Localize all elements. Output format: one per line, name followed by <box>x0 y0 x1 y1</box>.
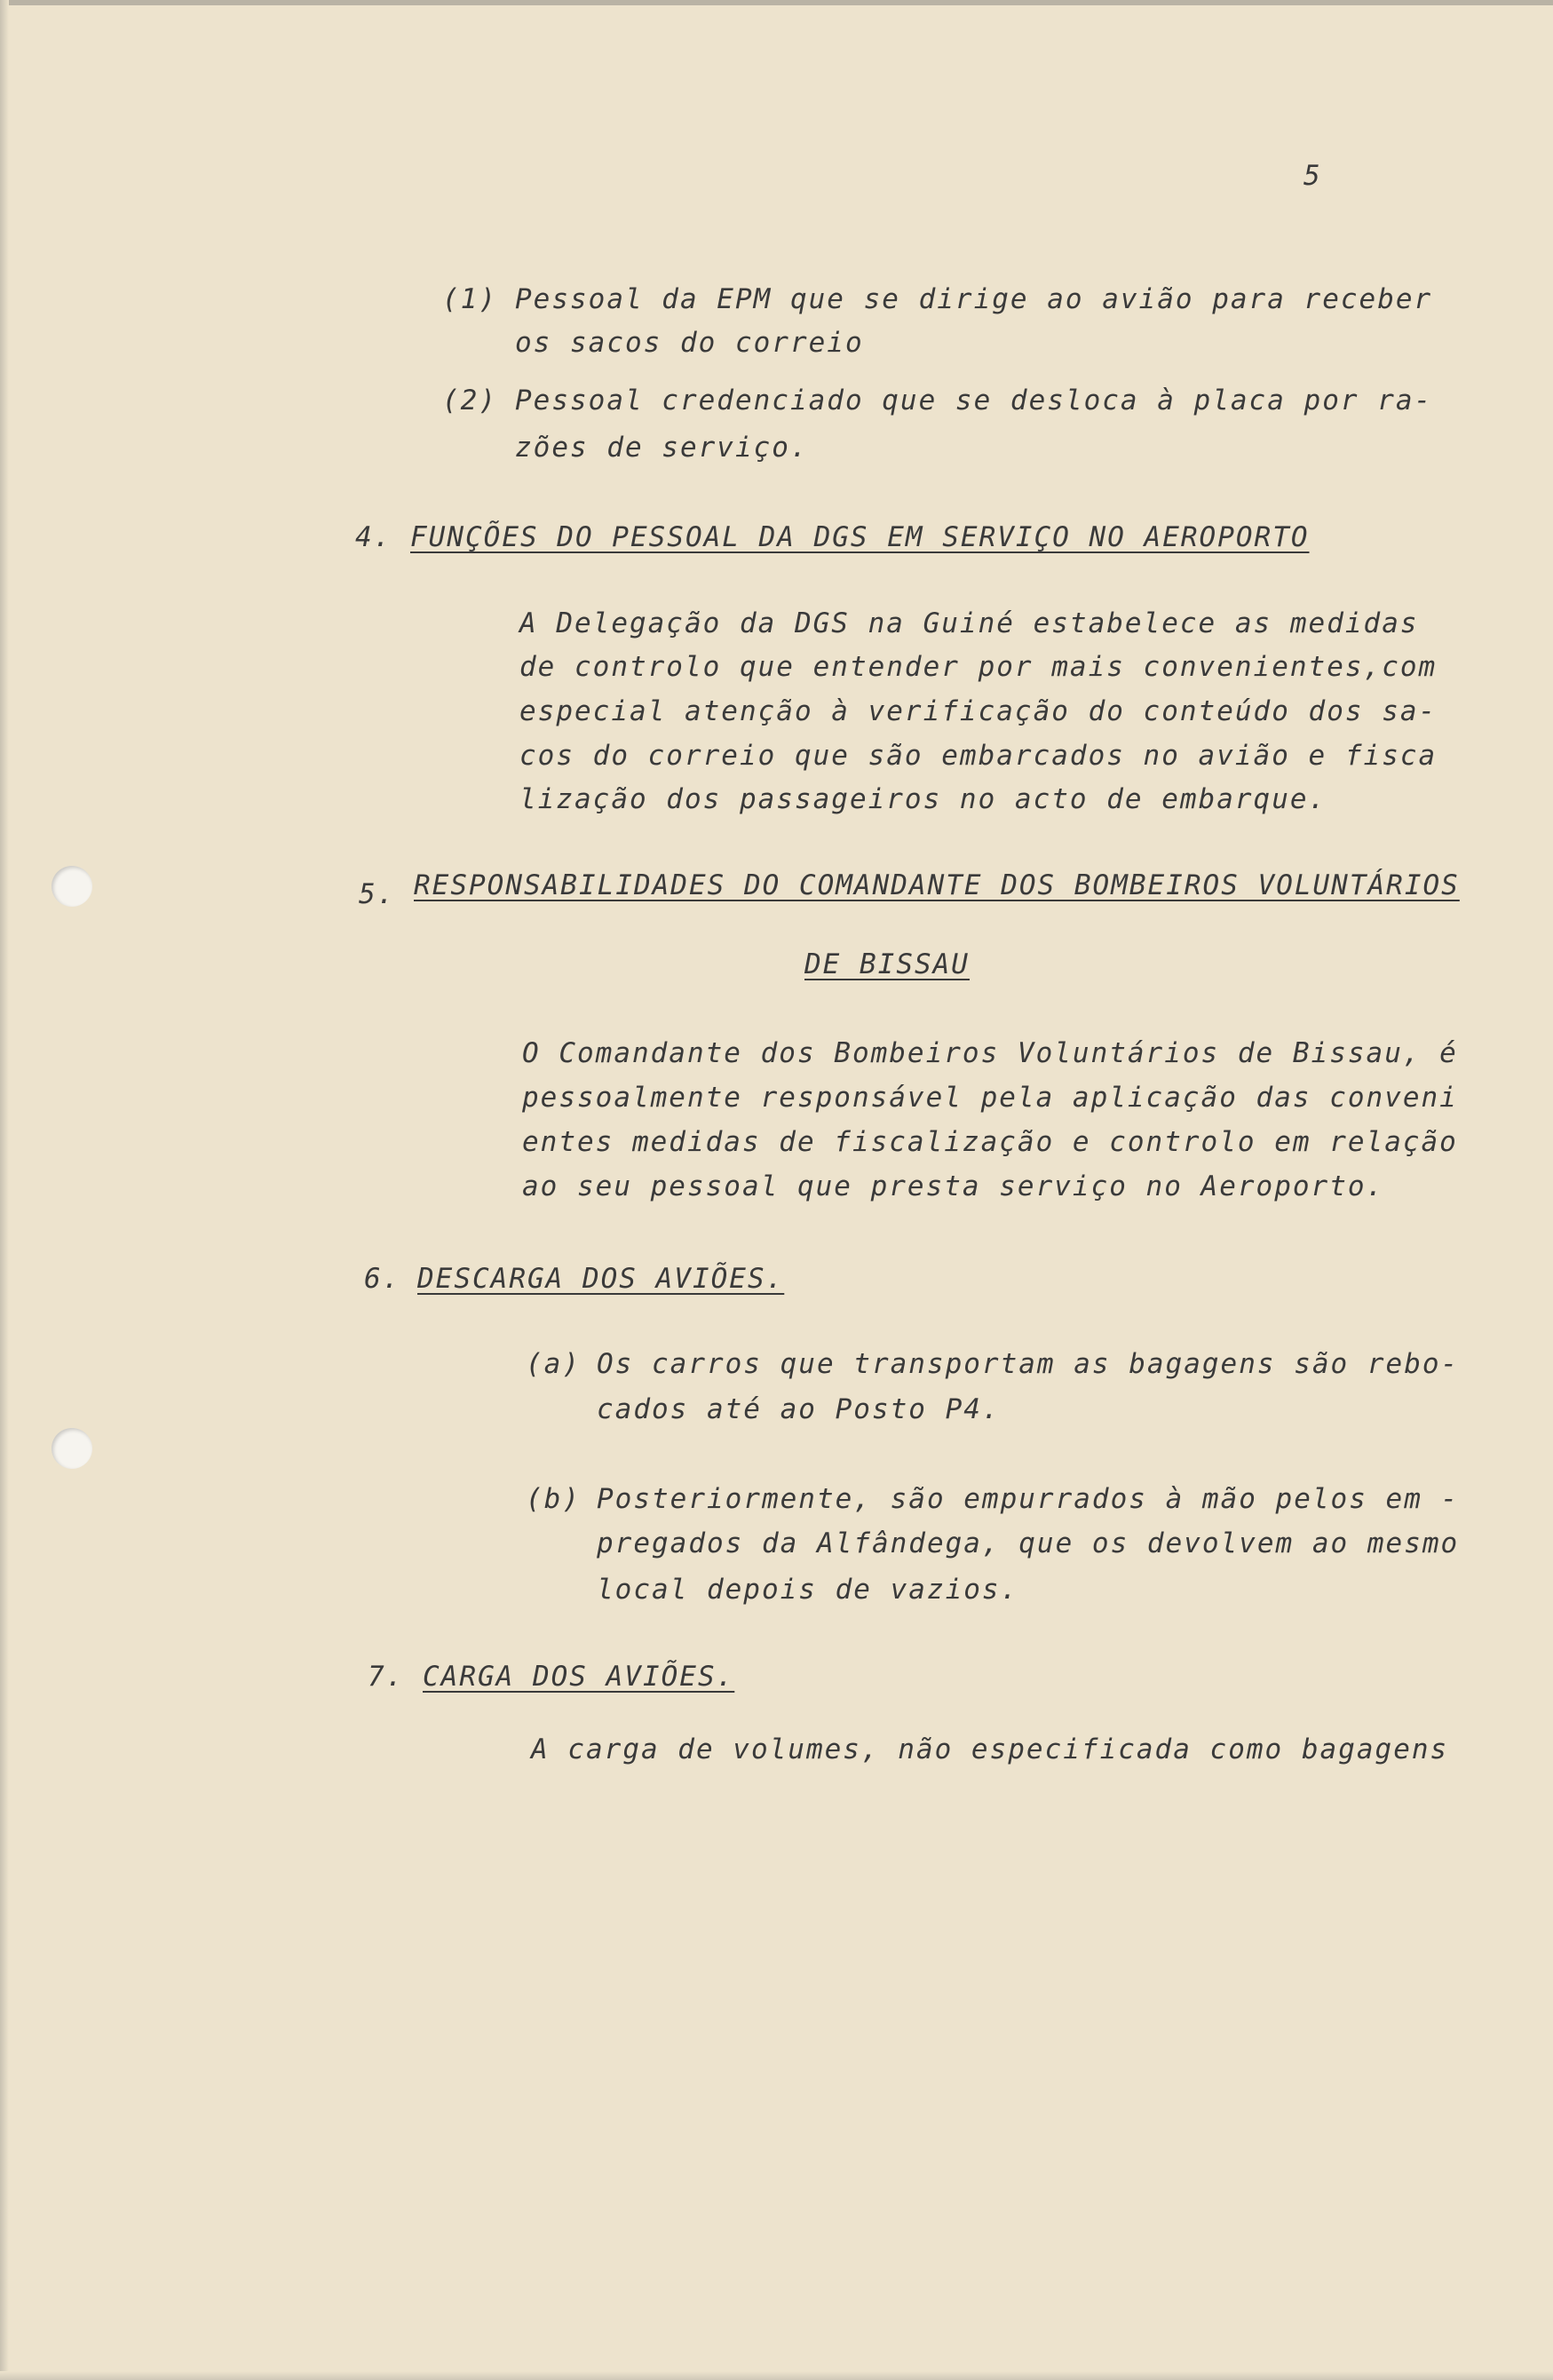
section-6-heading: DESCARGA DOS AVIÕES. <box>417 1263 785 1295</box>
section-4-number: 4. <box>355 521 392 553</box>
item-1-marker: (1) <box>442 283 497 315</box>
section-6-item-a-line-2: cados até ao Posto P4. <box>597 1393 1001 1425</box>
section-6-number: 6. <box>364 1263 401 1295</box>
section-4-line-1: A Delegação da DGS na Guiné estabelece as medidas <box>519 607 1419 639</box>
item-2-line-2: zões de serviço. <box>515 432 809 464</box>
section-5-line-2: pessoalmente responsável pela aplicação das conveni <box>522 1082 1458 1114</box>
section-4-line-2: de controlo que entender por mais convenientes,com <box>519 651 1438 683</box>
section-5-heading-line-1: RESPONSABILIDADES DO COMANDANTE DOS BOMBEIROS VOLUNTÁRIOS <box>414 869 1460 901</box>
section-5-number: 5. <box>359 878 396 910</box>
section-6-item-a-marker: (a) <box>526 1348 581 1380</box>
punch-hole-bottom <box>52 1428 92 1469</box>
section-7-line-1: A carga de volumes, não especificada como bagagens <box>531 1733 1449 1765</box>
item-2-line-1: Pessoal credenciado que se desloca à placa por ra- <box>515 385 1433 416</box>
section-4-line-3: especial atenção à verificação do conteúdo dos sa- <box>519 695 1438 727</box>
item-1-line-1: Pessoal da EPM que se dirige ao avião para receber <box>515 283 1433 315</box>
section-5-line-3: entes medidas de fiscalização e controlo em relação <box>522 1126 1458 1158</box>
page-edge-bottom <box>0 2371 1553 2380</box>
page-number: 5 <box>1303 160 1322 192</box>
section-4-line-4: cos do correio que são embarcados no avião e fisca <box>519 740 1438 772</box>
section-6-item-b-line-1: Posteriormente, são empurrados à mão pelos em - <box>597 1483 1460 1515</box>
section-6-item-a-line-1: Os carros que transportam as bagagens são rebo- <box>597 1348 1460 1380</box>
section-5-line-1: O Comandante dos Bombeiros Voluntários de Bissau, é <box>522 1037 1458 1069</box>
section-7-number: 7. <box>368 1661 405 1693</box>
section-4-heading: FUNÇÕES DO PESSOAL DA DGS EM SERVIÇO NO AEROPORTO <box>410 521 1310 553</box>
section-6-item-b-line-2: pregados da Alfândega, que os devolvem ao mesmo <box>597 1527 1460 1559</box>
page-edge-top <box>0 0 1553 5</box>
item-2-marker: (2) <box>442 385 497 416</box>
section-5-line-4: ao seu pessoal que presta serviço no Aeroporto. <box>522 1170 1385 1202</box>
section-6-item-b-line-3: local depois de vazios. <box>597 1574 1019 1606</box>
section-5-heading-line-2: DE BISSAU <box>804 948 970 980</box>
section-6-item-b-marker: (b) <box>526 1483 581 1515</box>
item-1-line-2: os sacos do correio <box>515 327 864 359</box>
page-edge-left <box>0 0 9 2380</box>
section-7-heading: CARGA DOS AVIÕES. <box>423 1661 735 1693</box>
section-4-line-5: lização dos passageiros no acto de embarque. <box>519 783 1327 815</box>
punch-hole-top <box>52 866 92 907</box>
